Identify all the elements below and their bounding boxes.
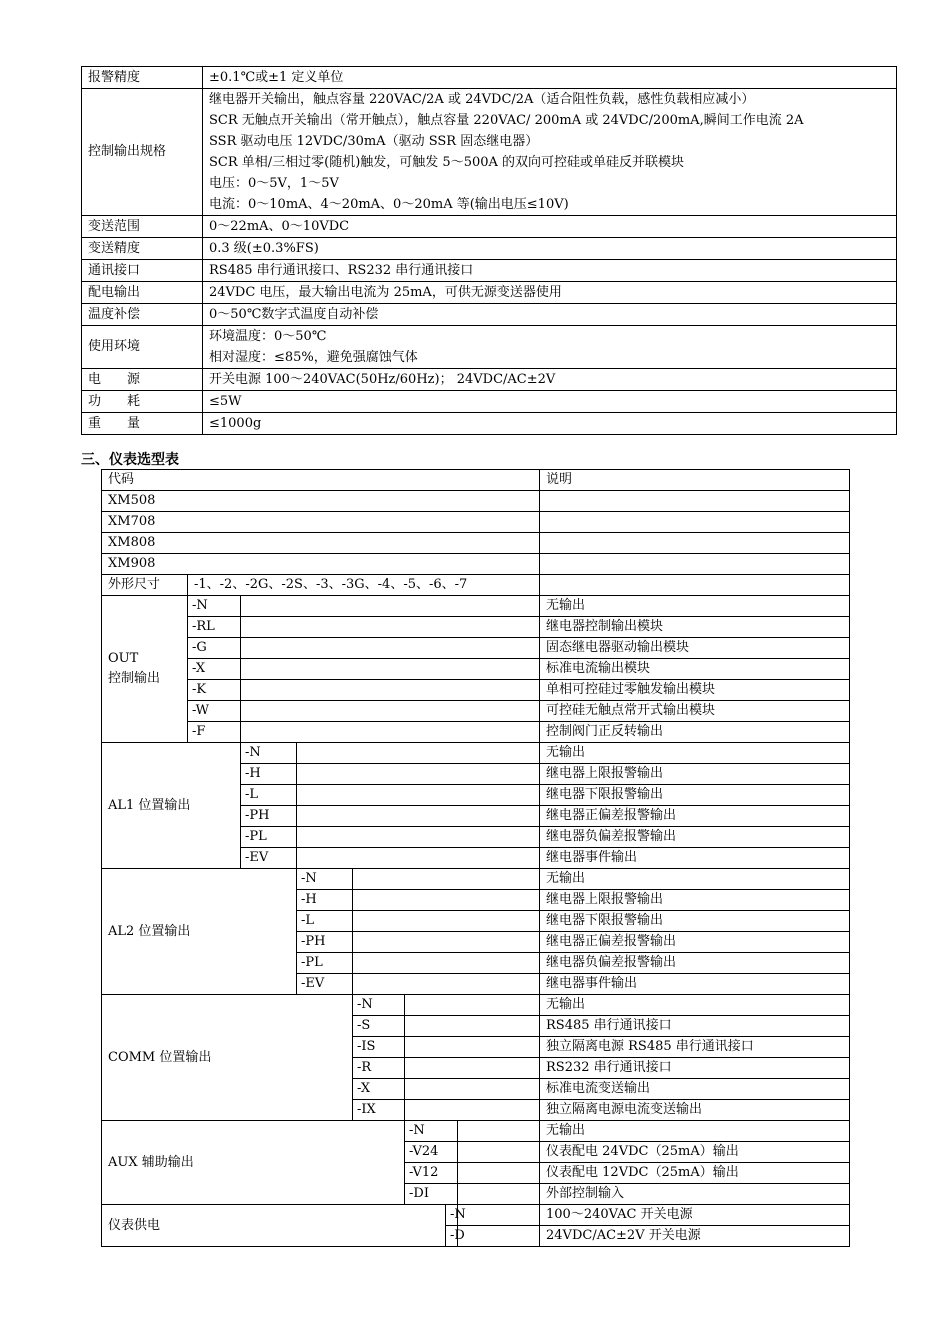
option-blank xyxy=(405,1079,540,1100)
group-label-line: OUT xyxy=(108,651,139,666)
option-code: -IX xyxy=(353,1100,405,1121)
option-row xyxy=(102,743,850,764)
group-label-line: AUX 辅助输出 xyxy=(108,1154,194,1170)
option-desc: 单相可控硅过零触发输出模块 xyxy=(540,680,850,701)
spec-value-line: SCR 无触点开关输出（常开触点），触点容量 220VAC/ 200mA 或 24VDC/200mA,瞬间工作电流 2A xyxy=(209,113,804,128)
option-desc: 无输出 xyxy=(540,596,850,617)
option-code: -V24 xyxy=(405,1142,458,1163)
spec-value xyxy=(203,238,897,260)
option-row xyxy=(102,680,850,701)
option-row xyxy=(102,1121,850,1142)
option-desc: 继电器下限报警输出 xyxy=(540,911,850,932)
model-desc xyxy=(540,491,850,512)
option-code: -N xyxy=(405,1121,458,1142)
option-code: -L xyxy=(297,911,353,932)
group-label xyxy=(102,1205,446,1247)
option-desc: 继电器正偏差报警输出 xyxy=(540,932,850,953)
spec-row xyxy=(82,369,897,391)
option-desc: 独立隔离电源 RS485 串行通讯接口 xyxy=(540,1037,850,1058)
option-blank xyxy=(353,932,540,953)
option-desc: 继电器上限报警输出 xyxy=(540,890,850,911)
spec-label: 电 源 xyxy=(82,369,203,391)
group-label xyxy=(102,995,353,1121)
spec-row xyxy=(82,413,897,435)
option-desc: 继电器事件输出 xyxy=(540,974,850,995)
option-row xyxy=(102,659,850,680)
option-code: -RL xyxy=(188,617,241,638)
spec-label: 变送精度 xyxy=(82,238,203,260)
spec-row xyxy=(82,326,897,369)
spec-value-line: ±0.1℃或±1 定义单位 xyxy=(209,70,344,85)
option-code: -X xyxy=(353,1079,405,1100)
option-blank xyxy=(458,1163,540,1184)
option-blank xyxy=(353,953,540,974)
option-code: -PL xyxy=(297,953,353,974)
option-code: -K xyxy=(188,680,241,701)
option-code: -N xyxy=(188,596,241,617)
option-code: -H xyxy=(241,764,297,785)
option-blank xyxy=(458,1184,540,1205)
option-blank xyxy=(405,1016,540,1037)
option-desc: 继电器控制输出模块 xyxy=(540,617,850,638)
size-row xyxy=(102,575,850,596)
header-row xyxy=(102,470,850,491)
spec-value-line: ≤1000g xyxy=(209,416,262,431)
option-row xyxy=(102,701,850,722)
spec-label: 功 耗 xyxy=(82,391,203,413)
option-blank xyxy=(353,974,540,995)
option-code: -S xyxy=(353,1016,405,1037)
option-desc: 无输出 xyxy=(540,743,850,764)
option-blank xyxy=(405,1058,540,1079)
spec-value xyxy=(203,391,897,413)
option-code: -F xyxy=(188,722,241,743)
spec-label: 温度补偿 xyxy=(82,304,203,326)
option-code: -G xyxy=(188,638,241,659)
spec-value-line: 电流：0～10mA、4～20mA、0～20mA 等(输出电压≤10V) xyxy=(209,197,569,212)
spec-value xyxy=(203,67,897,89)
option-desc: RS485 串行通讯接口 xyxy=(540,1016,850,1037)
spec-row xyxy=(82,67,897,89)
model-code: XM908 xyxy=(102,554,540,575)
option-blank xyxy=(241,659,540,680)
option-desc: 无输出 xyxy=(540,1121,850,1142)
option-blank xyxy=(241,617,540,638)
model-code: XM508 xyxy=(102,491,540,512)
option-blank xyxy=(297,806,540,827)
option-desc: 继电器下限报警输出 xyxy=(540,785,850,806)
option-blank xyxy=(458,1142,540,1163)
spec-value-line: ≤5W xyxy=(209,394,242,409)
model-code: XM708 xyxy=(102,512,540,533)
option-blank xyxy=(297,743,540,764)
model-row xyxy=(102,533,850,554)
model-desc xyxy=(540,554,850,575)
spec-row xyxy=(82,282,897,304)
option-code: -PH xyxy=(297,932,353,953)
spec-row xyxy=(82,238,897,260)
option-desc: 标准电流输出模块 xyxy=(540,659,850,680)
option-code: -EV xyxy=(297,974,353,995)
spec-table xyxy=(81,66,897,435)
option-code: -X xyxy=(188,659,241,680)
spec-value xyxy=(203,260,897,282)
option-code: -D xyxy=(446,1226,458,1247)
spec-value xyxy=(203,282,897,304)
spec-value xyxy=(203,326,897,369)
group-label-line: COMM 位置输出 xyxy=(108,1049,212,1065)
option-desc: 控制阀门正反转输出 xyxy=(540,722,850,743)
spec-value-line: 环境温度：0～50℃ xyxy=(209,329,327,344)
spec-value-line: 0～50℃数字式温度自动补偿 xyxy=(209,307,379,322)
option-code: -R xyxy=(353,1058,405,1079)
option-blank xyxy=(241,722,540,743)
spec-row xyxy=(82,391,897,413)
group-label-line: AL2 位置输出 xyxy=(108,923,191,939)
spec-value xyxy=(203,413,897,435)
spec-label: 变送范围 xyxy=(82,216,203,238)
group-label-line: 控制输出 xyxy=(108,671,161,686)
model-desc xyxy=(540,533,850,554)
option-code: -N xyxy=(297,869,353,890)
spec-label: 控制输出规格 xyxy=(82,89,203,216)
spec-row xyxy=(82,260,897,282)
option-desc: 独立隔离电源电流变送输出 xyxy=(540,1100,850,1121)
option-code: -L xyxy=(241,785,297,806)
spec-label: 配电输出 xyxy=(82,282,203,304)
option-code: -IS xyxy=(353,1037,405,1058)
option-row xyxy=(102,995,850,1016)
option-blank xyxy=(297,848,540,869)
spec-value-line: 继电器开关输出，触点容量 220VAC/2A 或 24VDC/2A（适合阻性负载，感性负载相应减小） xyxy=(209,92,755,107)
spec-value-line: 0～22mA、0～10VDC xyxy=(209,219,350,234)
spec-value-line: 24VDC 电压，最大输出电流为 25mA，可供无源变送器使用 xyxy=(209,285,562,300)
option-blank xyxy=(241,596,540,617)
option-blank xyxy=(241,701,540,722)
option-code: -DI xyxy=(405,1184,458,1205)
spec-row xyxy=(82,304,897,326)
spec-value-line: 相对湿度：≤85%，避免强腐蚀气体 xyxy=(209,350,418,365)
spec-label: 重 量 xyxy=(82,413,203,435)
group-label xyxy=(102,1121,405,1205)
option-code: -H xyxy=(297,890,353,911)
option-blank xyxy=(241,638,540,659)
option-code: -N xyxy=(353,995,405,1016)
group-label xyxy=(102,743,241,869)
option-blank xyxy=(458,1205,540,1226)
option-desc: 无输出 xyxy=(540,869,850,890)
group-label-line: AL1 位置输出 xyxy=(108,797,191,813)
spec-value xyxy=(203,369,897,391)
spec-value-line: SSR 驱动电压 12VDC/30mA（驱动 SSR 固态继电器） xyxy=(209,134,539,149)
option-desc: 继电器负偏差报警输出 xyxy=(540,953,850,974)
option-code: -N xyxy=(446,1205,458,1226)
option-desc: 24VDC/AC±2V 开关电源 xyxy=(540,1226,850,1247)
model-code: XM808 xyxy=(102,533,540,554)
option-desc: 100～240VAC 开关电源 xyxy=(540,1205,850,1226)
option-desc: 无输出 xyxy=(540,995,850,1016)
spec-label: 报警精度 xyxy=(82,67,203,89)
option-row xyxy=(102,638,850,659)
option-desc: 可控硅无触点常开式输出模块 xyxy=(540,701,850,722)
option-desc: 继电器上限报警输出 xyxy=(540,764,850,785)
option-blank xyxy=(353,890,540,911)
spec-value xyxy=(203,89,897,216)
option-desc: 标准电流变送输出 xyxy=(540,1079,850,1100)
size-label: 外形尺寸 xyxy=(102,575,188,596)
spec-value-line: 电压：0～5V，1～5V xyxy=(209,176,339,191)
option-desc: 继电器事件输出 xyxy=(540,848,850,869)
option-blank xyxy=(458,1121,540,1142)
spec-value-line: 开关电源 100～240VAC(50Hz/60Hz)； 24VDC/AC±2V xyxy=(209,372,556,387)
option-code: -PH xyxy=(241,806,297,827)
model-row xyxy=(102,491,850,512)
option-blank xyxy=(353,869,540,890)
option-blank xyxy=(297,764,540,785)
group-label xyxy=(102,869,297,995)
option-desc: 仪表配电 24VDC（25mA）输出 xyxy=(540,1142,850,1163)
spec-value-line: SCR 单相/三相过零(随机)触发，可触发 5～500A 的双向可控硅或单硅反并联模块 xyxy=(209,155,685,170)
model-row xyxy=(102,554,850,575)
option-row xyxy=(102,869,850,890)
model-row xyxy=(102,512,850,533)
option-code: -N xyxy=(241,743,297,764)
option-blank xyxy=(458,1226,540,1247)
option-row xyxy=(102,617,850,638)
option-desc: 继电器正偏差报警输出 xyxy=(540,806,850,827)
option-desc: 固态继电器驱动输出模块 xyxy=(540,638,850,659)
spec-row xyxy=(82,216,897,238)
spec-value-line: RS485 串行通讯接口、RS232 串行通讯接口 xyxy=(209,263,474,278)
option-code: -W xyxy=(188,701,241,722)
size-values: -1、-2、-2G、-2S、-3、-3G、-4、-5、-6、-7 xyxy=(188,575,540,596)
option-code: -EV xyxy=(241,848,297,869)
group-label xyxy=(102,596,188,743)
option-blank xyxy=(297,827,540,848)
option-row xyxy=(102,596,850,617)
option-desc: 外部控制输入 xyxy=(540,1184,850,1205)
option-row xyxy=(102,1205,850,1226)
option-blank xyxy=(405,1037,540,1058)
section-title: 三、仪表选型表 xyxy=(81,452,179,468)
spec-value-line: 0.3 级(±0.3%FS) xyxy=(209,241,319,256)
spec-value xyxy=(203,216,897,238)
model-desc xyxy=(540,512,850,533)
option-code: -PL xyxy=(241,827,297,848)
spec-row xyxy=(82,89,897,216)
spec-label: 使用环境 xyxy=(82,326,203,369)
option-code: -V12 xyxy=(405,1163,458,1184)
option-desc: 仪表配电 12VDC（25mA）输出 xyxy=(540,1163,850,1184)
spec-value xyxy=(203,304,897,326)
option-blank xyxy=(241,680,540,701)
group-label-line: 仪表供电 xyxy=(108,1217,161,1233)
option-row xyxy=(102,722,850,743)
selection-table xyxy=(101,469,850,1247)
option-blank xyxy=(353,911,540,932)
option-desc: RS232 串行通讯接口 xyxy=(540,1058,850,1079)
option-blank xyxy=(405,1100,540,1121)
spec-label: 通讯接口 xyxy=(82,260,203,282)
option-blank xyxy=(405,995,540,1016)
size-desc xyxy=(540,575,850,596)
header-desc: 说明 xyxy=(540,470,850,491)
option-desc: 继电器负偏差报警输出 xyxy=(540,827,850,848)
option-blank xyxy=(297,785,540,806)
header-code: 代码 xyxy=(102,470,540,491)
